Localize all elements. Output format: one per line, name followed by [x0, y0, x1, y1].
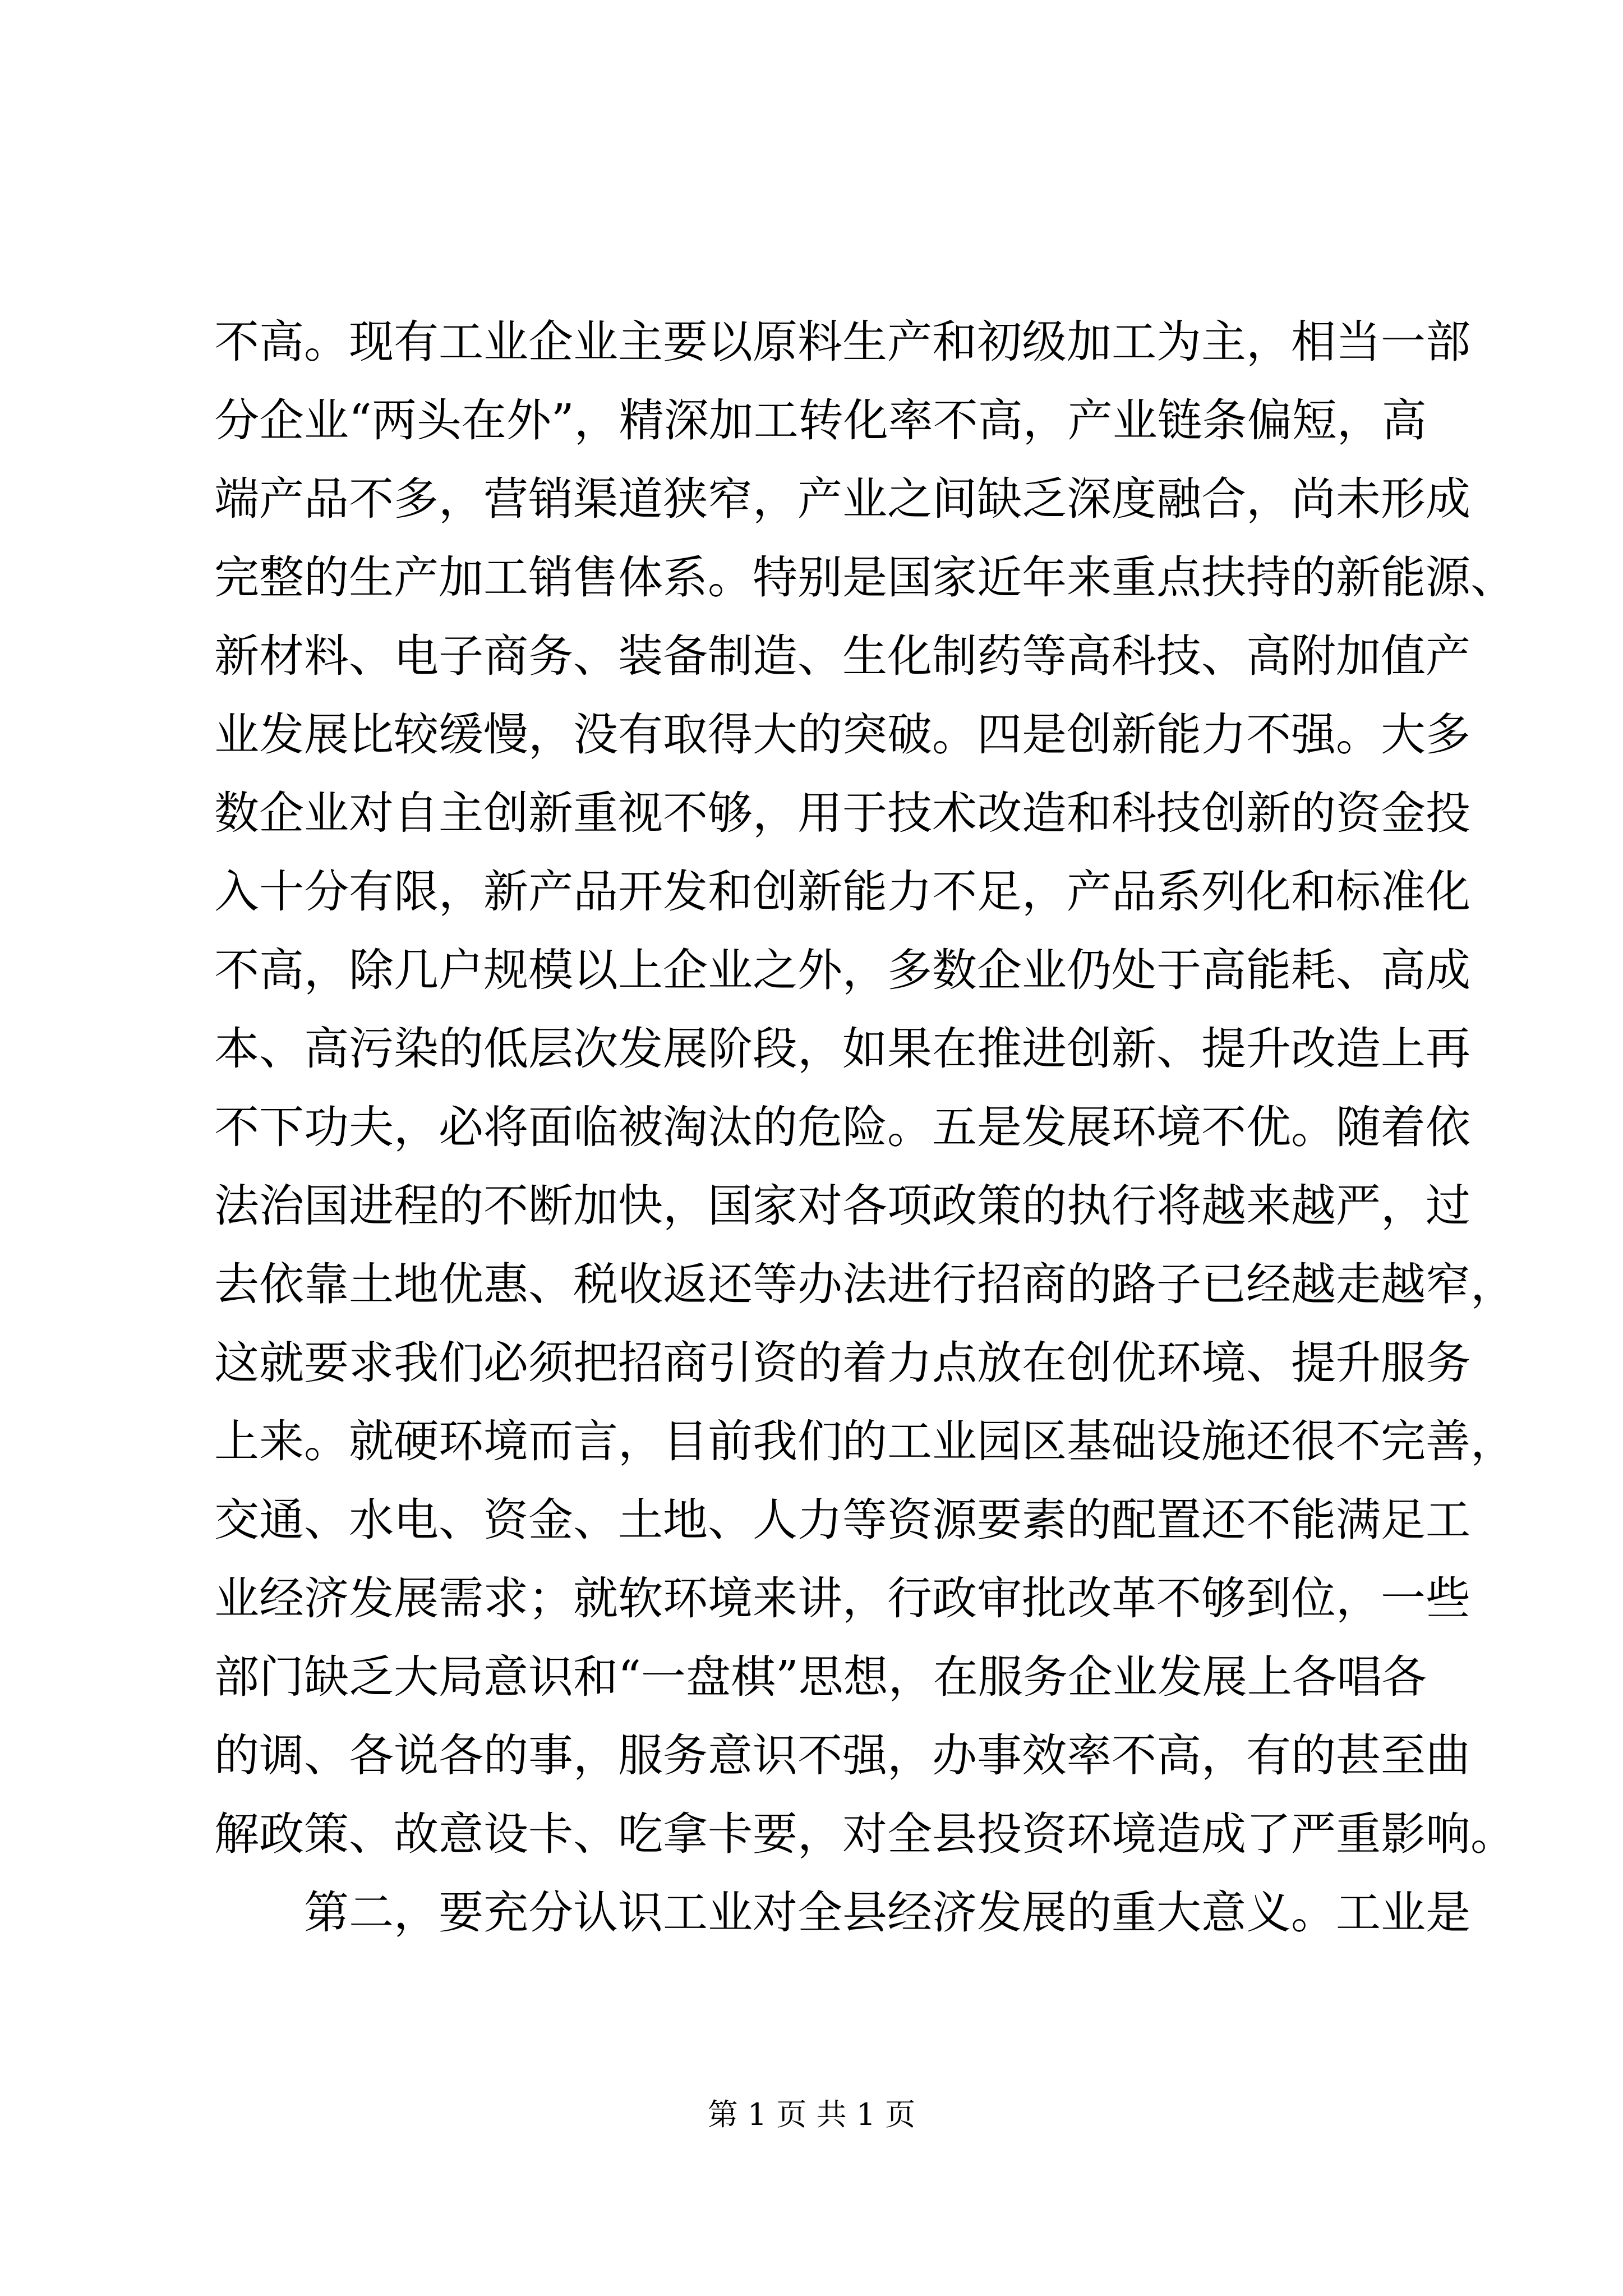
text-line: 法治国进程的不断加快，国家对各项政策的执行将越来越严，过 [214, 1180, 1470, 1232]
text-line: 部门缺乏大局意识和“一盘棋”思想，在服务企业发展上各唱各 [214, 1651, 1427, 1703]
text-line: 去依靠土地优惠、税收返还等办法进行招商的路子已经越走越窄， [214, 1258, 1515, 1310]
text-line: 分企业“两头在外”，精深加工转化率不高，产业链条偏短，高 [214, 394, 1427, 447]
text-line: 业经济发展需求；就软环境来讲，行政审批改革不够到位，一些 [214, 1572, 1470, 1625]
text-line: 不下功夫，必将面临被淘汰的危险。五是发展环境不优。随着依 [214, 1101, 1470, 1153]
text-line: 新材料、电子商务、装备制造、生化制药等高科技、高附加值产 [214, 630, 1470, 682]
text-line: 解政策、故意设卡、吃拿卡要，对全县投资环境造成了严重影响。 [214, 1808, 1515, 1860]
text-line: 本、高污染的低层次发展阶段，如果在推进创新、提升改造上再 [214, 1023, 1470, 1075]
text-line: 不高，除几户规模以上企业之外，多数企业仍处于高能耗、高成 [214, 944, 1470, 996]
text-line: 入十分有限，新产品开发和创新能力不足，产品系列化和标准化 [214, 866, 1470, 918]
text-line: 不高。现有工业企业主要以原料生产和初级加工为主，相当一部 [214, 316, 1470, 368]
text-line: 的调、各说各的事，服务意识不强，办事效率不高，有的甚至曲 [214, 1729, 1470, 1782]
text-line: 这就要求我们必须把招商引资的着力点放在创优环境、提升服务 [214, 1337, 1470, 1389]
text-line: 端产品不多，营销渠道狭窄，产业之间缺乏深度融合，尚未形成 [214, 473, 1470, 525]
text-line: 交通、水电、资金、土地、人力等资源要素的配置还不能满足工 [214, 1494, 1470, 1546]
text-line: 完整的生产加工销售体系。特别是国家近年来重点扶持的新能源、 [214, 551, 1515, 604]
paragraph-start-line: 第二，要充分认识工业对全县经济发展的重大意义。工业是 [304, 1887, 1470, 1939]
text-line: 上来。就硬环境而言，目前我们的工业园区基础设施还很不完善， [214, 1415, 1515, 1467]
text-line: 数企业对自主创新重视不够，用于技术改造和科技创新的资金投 [214, 787, 1470, 839]
page-footer: 第 1 页 共 1 页 [707, 2097, 916, 2132]
text-line: 业发展比较缓慢，没有取得大的突破。四是创新能力不强。大多 [214, 708, 1470, 761]
